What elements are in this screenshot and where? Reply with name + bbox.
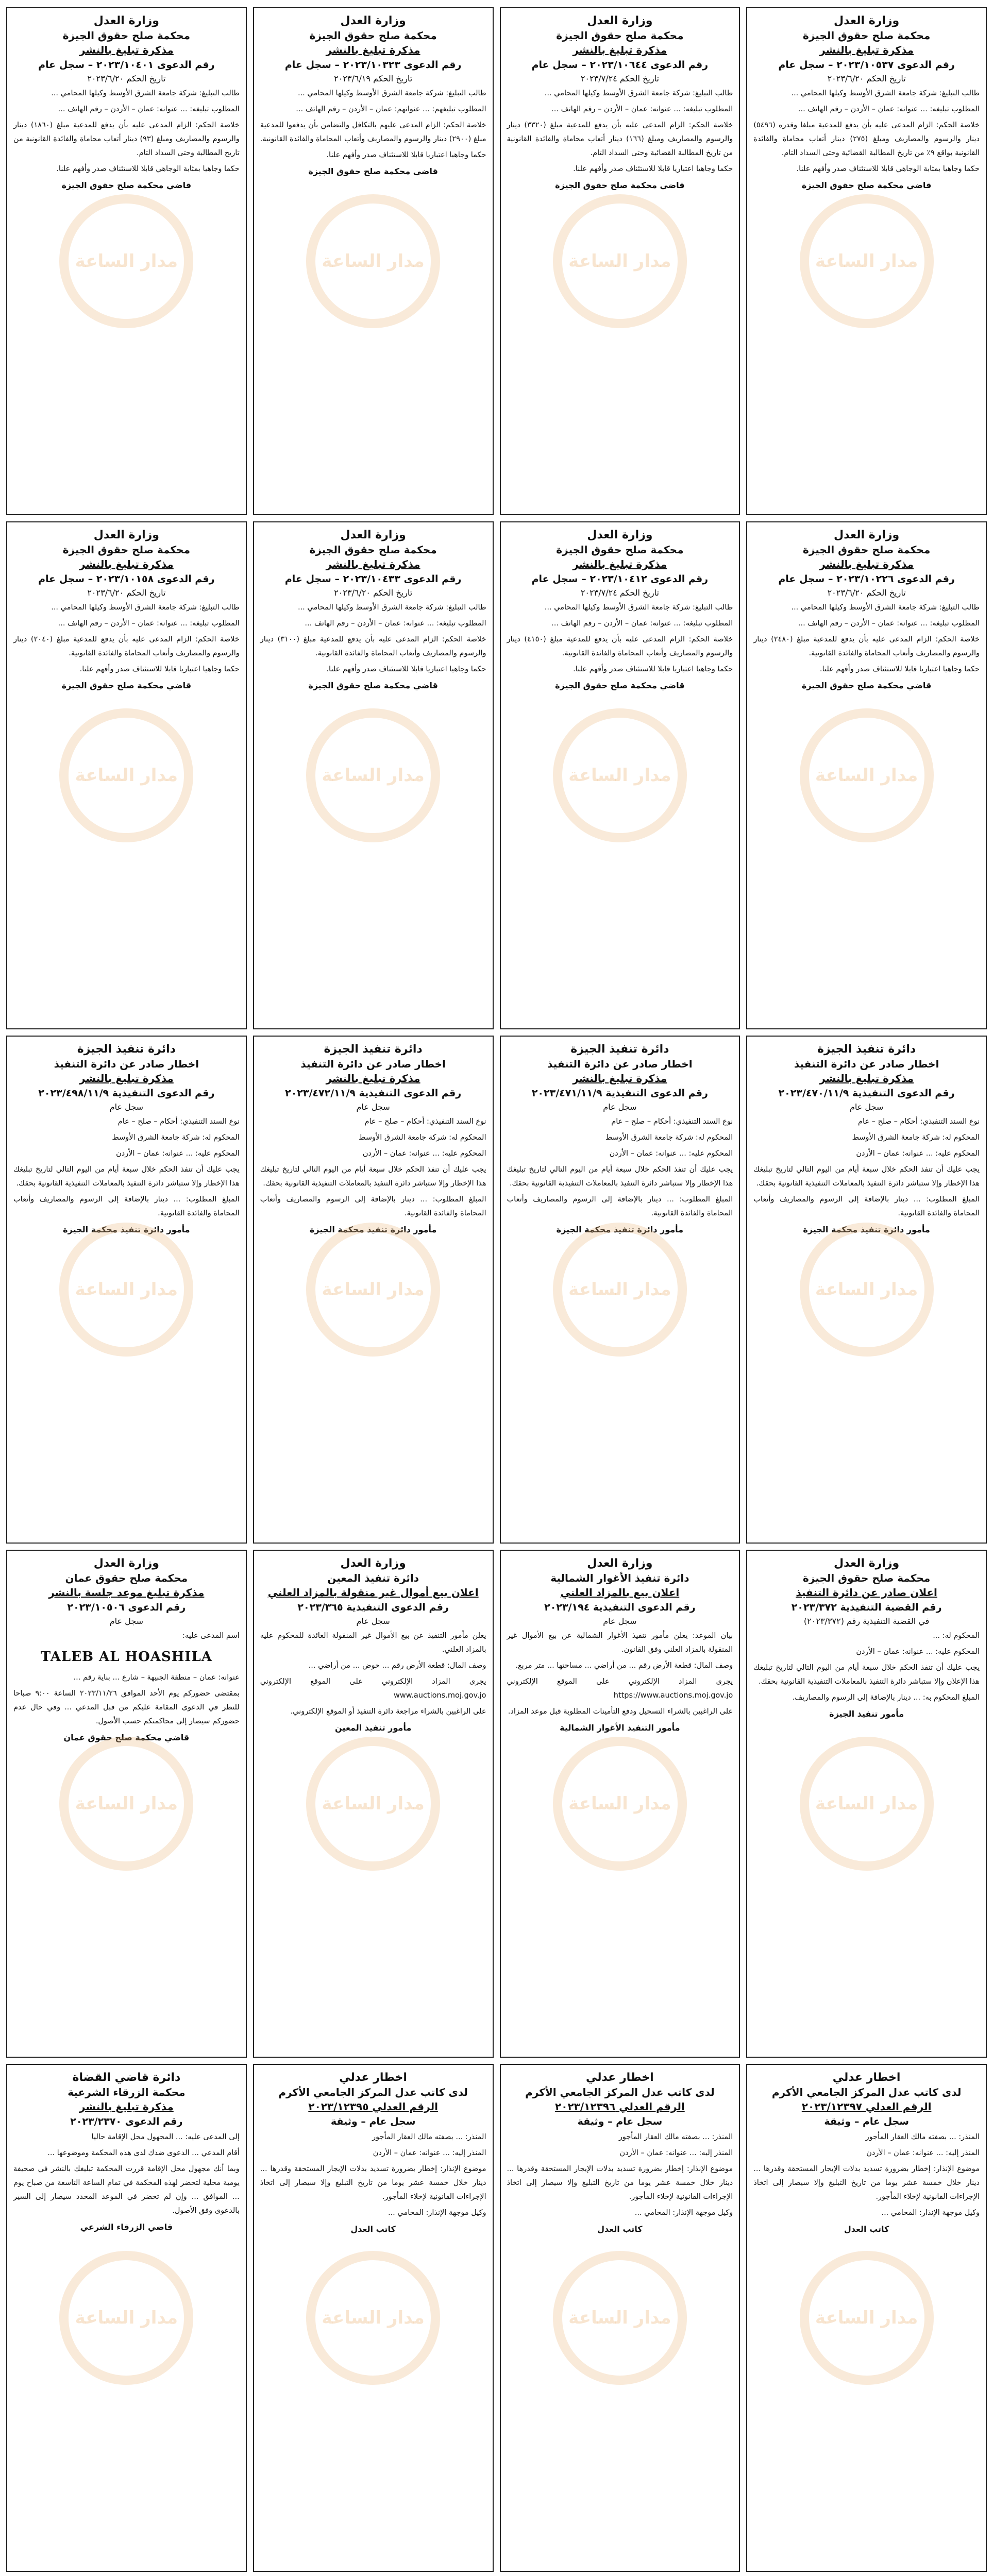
notice-body (13, 601, 240, 676)
notice-paragraph: يجرى المزاد الإلكتروني على الموقع الإلكتروني www.auctions.moj.gov.jo (260, 1677, 486, 1700)
notice-title: مذكرة تبليغ بالنشر (326, 558, 420, 570)
notice-body (753, 601, 980, 676)
notice-paragraph: نوع السند التنفيذي: أحكام – صلح – عام (364, 1117, 486, 1126)
watermark-text: مدار الساعة (815, 1793, 918, 1814)
case-number: رقم الدعوى التنفيذية ٢٠٢٣/٤٧٢/١١/٩ (285, 1088, 462, 1099)
case-number: رقم الدعوى ٢٠٢٣/٢٣٧٠ (70, 2116, 183, 2127)
watermark-text: مدار الساعة (75, 2308, 178, 2328)
notice-paragraph: المحكوم عليه: ... عنوانه: عمان – الأردن (856, 1648, 980, 1656)
notice-paragraph: خلاصة الحكم: الزام المدعى عليه بأن يدفع للمدعية مبلغ (٣١٠٠) دينار والرسوم والمصاريف وأتعاب المحاماة والفائدة القانونية. (260, 635, 486, 657)
notice-paragraph: يجب عليك أن تنفذ الحكم خلال سبعة أيام من اليوم التالي لتاريخ تبليغك هذا الإخطار وإلا ستباشر دائرة التنفيذ بالمعاملات التنفيذية القانونية بحقك. (13, 1165, 240, 1188)
notice-paragraph: وكيل موجهة الإنذار: المحامي ... (388, 2209, 486, 2217)
notice-title: مذكرة تبليغ بالنشر (573, 558, 667, 570)
notice-authority: وزارة العدل (93, 529, 159, 541)
notice-paragraph: طالب التبليغ: شركة جامعة الشرق الأوسط وكيلها المحامي ... (544, 89, 733, 97)
notice-title: مذكرة تبليغ بالنشر (819, 1072, 914, 1084)
legal-notice (253, 1550, 494, 2058)
notice-paragraph: نوع السند التنفيذي: أحكام – صلح – عام (117, 1117, 240, 1126)
notice-court: اخطار صادر عن دائرة التنفيذ (54, 1058, 199, 1070)
notice-court: محكمة صلح حقوق الجيزة (803, 29, 931, 42)
notice-paragraph: المبلغ المطلوب: ... دينار بالإضافة إلى الرسوم والمصاريف وأتعاب المحاماة والفائدة القانونية. (507, 1195, 733, 1217)
watermark-text: مدار الساعة (568, 1279, 671, 1300)
case-number: رقم الدعوى ٢٠٢٣/١٠٤٣٣ – سجل عام (284, 573, 462, 585)
notice-authority: اخطار عدلي (832, 2071, 901, 2084)
notice-body (753, 1629, 980, 1705)
notice-paragraph: المبلغ المطلوب: ... دينار بالإضافة إلى الرسوم والمصاريف وأتعاب المحاماة والفائدة القانونية. (13, 1195, 240, 1217)
notice-signature: قاضي محكمة صلح حقوق الجيزة (308, 166, 438, 176)
notice-paragraph: بمقتضى حضوركم يوم الأحد الموافق ٢٠٢٣/١١/٢٦ الساعة ٩:٠٠ صباحا للنظر في الدعوى المقامة عليكم من قبل المدعي ... وفي حال عدم حضوركم سيصار إلى محاكمتكم حسب الأصول. (13, 1689, 240, 1725)
notice-signature: مأمور التنفيذ الأغوار الشمالية (560, 1723, 680, 1733)
watermark-logo-icon (306, 194, 440, 328)
notice-paragraph: خلاصة الحكم: الزام المدعى عليه بأن يدفع للمدعية مبلغ (٢٠٤٠) دينار والرسوم والمصاريف وأتعاب المحاماة والفائدة القانونية. (13, 635, 240, 657)
notice-body (507, 1629, 733, 1719)
case-date: تاريخ الحكم ٢٠٢٣/٦/٢٠ (827, 588, 906, 598)
notice-paragraph: يعلن مأمور التنفيذ عن بيع الأموال غير المنقولة العائدة للمحكوم عليه بالمزاد العلني. (260, 1632, 486, 1654)
legal-notice (500, 2064, 740, 2572)
notice-title: اعلان بيع أموال غير منقولة بالمزاد العلني (267, 1586, 479, 1599)
notice-paragraph: على الراغبين بالشراء التسجيل ودفع التأمينات المطلوبة قبل موعد المزاد. (508, 1707, 733, 1716)
legal-notice (6, 521, 247, 1029)
watermark-logo-icon (59, 2251, 193, 2385)
notice-paragraph: المحكوم له: ... (933, 1632, 980, 1640)
notice-authority: دائرة تنفيذ الجيزة (77, 1043, 176, 1056)
notice-paragraph: المحكوم له: شركة جامعة الشرق الأوسط (605, 1133, 733, 1142)
case-number: رقم الدعوى ٢٠٢٣/١٠٤٠١ – سجل عام (38, 59, 215, 71)
case-date: سجل عام (109, 1616, 143, 1626)
notice-court: لدى كاتب عدل المركز الجامعي الأكرم (771, 2086, 962, 2098)
case-number: رقم الدعوى ٢٠٢٣/١٠٣٢٣ – سجل عام (284, 59, 462, 71)
notice-paragraph: خلاصة الحكم: الزام المدعى عليه بأن يدفع للمدعية مبلغ (١٨٦٠) دينار والرسوم والمصاريف ومبلغ (٩٣) دينار أتعاب محاماة والفائدة القانونية من تاريخ المطالبة وحتى السداد التام. (13, 121, 240, 157)
notice-paragraph: موضوع الإنذار: إخطار بضرورة تسديد بدلات الإيجار المستحقة وقدرها ... دينار خلال خمسة عشر يوما من تاريخ التبليغ وإلا سيصار إلى اتخاذ الإجراءات القانونية لإخلاء المأجور. (753, 2165, 980, 2201)
defendant-latin-name: TALEB AL HOASHILA (40, 1649, 212, 1665)
notice-title: مذكرة تبليغ بالنشر (326, 44, 420, 56)
notice-body-continued (13, 1671, 240, 1728)
notice-title: الرقم العدلي ٢٠٢٣/١٢٣٩٧ (801, 2100, 932, 2113)
case-date: تاريخ الحكم ٢٠٢٣/٦/٢٠ (87, 74, 166, 83)
notice-paragraph: يجرى المزاد الإلكتروني على الموقع الإلكتروني https://www.auctions.moj.gov.jo (507, 1677, 733, 1700)
notice-authority: دائرة تنفيذ الجيزة (324, 1043, 423, 1056)
notice-paragraph: يجب عليك أن تنفذ الحكم خلال سبعة أيام من اليوم التالي لتاريخ تبليغك هذا الإعلان وإلا ستباشر دائرة التنفيذ بالمعاملات التنفيذية القانونية بحقك. (753, 1664, 980, 1686)
watermark-logo-icon (800, 1223, 934, 1357)
case-number: رقم الدعوى التنفيذية ٢٠٢٣/٤٧٠/١١/٩ (778, 1088, 955, 1099)
watermark-text: مدار الساعة (75, 251, 178, 272)
case-date: تاريخ الحكم ٢٠٢٣/٦/٢٠ (827, 74, 906, 83)
watermark-text: مدار الساعة (322, 765, 425, 786)
notice-paragraph: المطلوب تبليغهم: ... عنوانهم: عمان – الأردن – رقم الهاتف ... (296, 105, 486, 113)
notice-court: محكمة صلح حقوق الجيزة (62, 29, 190, 42)
legal-notice (500, 1550, 740, 2058)
case-number: رقم الدعوى ٢٠٢٣/١٠٥٣٧ – سجل عام (778, 59, 955, 71)
notice-title: مذكرة تبليغ بالنشر (79, 1072, 174, 1084)
watermark-logo-icon (306, 708, 440, 842)
notice-body (507, 1115, 733, 1221)
notice-signature: قاضي محكمة صلح حقوق الجيزة (801, 681, 932, 690)
notice-authority: وزارة العدل (340, 529, 406, 541)
case-number: رقم الدعوى ٢٠٢٣/١٠٤١٢ – سجل عام (531, 573, 709, 585)
notice-title: اعلان بيع بالمزاد العلني (560, 1586, 680, 1599)
watermark-logo-icon (800, 194, 934, 328)
case-date: تاريخ الحكم ٢٠٢٣/٦/٢٠ (87, 588, 166, 598)
notice-authority: وزارة العدل (834, 14, 900, 27)
watermark-logo-icon (59, 708, 193, 842)
notice-paragraph: حكما وجاهيا اعتباريا قابلا للاستئناف صدر وأفهم علنا. (326, 665, 486, 673)
notices-grid (6, 7, 987, 2576)
notice-signature: قاضي محكمة صلح حقوق الجيزة (555, 180, 685, 190)
notice-body (13, 1115, 240, 1221)
notice-paragraph: حكما وجاهيا بمثابة الوجاهي قابلا للاستئناف صدر وأفهم علنا. (56, 165, 240, 173)
watermark-logo-icon (553, 1737, 687, 1871)
case-number: سجل عام – وثيقة (577, 2116, 663, 2127)
notice-paragraph: وكيل موجهة الإنذار: المحامي ... (881, 2209, 980, 2217)
notice-paragraph: وبما أنك مجهول محل الإقامة قررت المحكمة تبليغك بالنشر في صحيفة يومية محلية لتحضر لهذه المحكمة في تمام الساعة التاسعة من صباح يوم ... الموافق ... وإن لم تحضر في الموعد المحدد سيصار إلى السير بالدعوى وفق الأصول. (13, 2165, 240, 2215)
watermark-text: مدار الساعة (568, 2308, 671, 2328)
notice-authority: وزارة العدل (587, 1557, 653, 1570)
case-number: سجل عام – وثيقة (824, 2116, 909, 2127)
notice-paragraph: المحكوم عليه: ... عنوانه: عمان – الأردن (116, 1149, 240, 1158)
notice-paragraph: طالب التبليغ: شركة جامعة الشرق الأوسط وكيلها المحامي ... (297, 603, 486, 612)
case-date: تاريخ الحكم ٢٠٢٣/٧/٢٤ (580, 588, 659, 598)
notice-signature: قاضي الزرقاء الشرعي (80, 2222, 173, 2232)
notice-body (753, 87, 980, 176)
notice-signature: كاتب العدل (844, 2224, 889, 2234)
case-number: رقم الدعوى ٢٠٢٣/١٠٢٢٦ – سجل عام (778, 573, 955, 585)
notice-paragraph: المبلغ المحكوم به: ... دينار بالإضافة إلى الرسوم والمصاريف. (792, 1693, 980, 1702)
notice-title: الرقم العدلي ٢٠٢٣/١٢٣٩٦ (555, 2100, 685, 2113)
notice-paragraph: المحكوم عليه: ... عنوانه: عمان – الأردن (856, 1149, 980, 1158)
watermark-text: مدار الساعة (568, 765, 671, 786)
notice-body (507, 87, 733, 176)
notice-paragraph: حكما وجاهيا اعتباريا قابلا للاستئناف صدر وأفهم علنا. (573, 665, 733, 673)
watermark-text: مدار الساعة (815, 251, 918, 272)
watermark-text: مدار الساعة (568, 251, 671, 272)
watermark-logo-icon (59, 194, 193, 328)
watermark-text: مدار الساعة (75, 1793, 178, 1814)
notice-body (13, 2130, 240, 2218)
watermark-text: مدار الساعة (815, 765, 918, 786)
case-date: سجل عام (109, 1102, 143, 1112)
notice-title: مذكرة تبليغ بالنشر (79, 558, 174, 570)
watermark-logo-icon (306, 1223, 440, 1357)
watermark-text: مدار الساعة (568, 1793, 671, 1814)
notice-authority: وزارة العدل (834, 529, 900, 541)
notice-signature: كاتب العدل (597, 2224, 643, 2234)
notice-authority: وزارة العدل (587, 529, 653, 541)
watermark-text: مدار الساعة (815, 2308, 918, 2328)
legal-notice (253, 2064, 494, 2572)
case-date: سجل عام (603, 1102, 637, 1112)
legal-notice (500, 1036, 740, 1544)
notice-court: اخطار صادر عن دائرة التنفيذ (794, 1058, 939, 1070)
notice-signature: مأمور دائرة تنفيذ محكمة الجيزة (556, 1225, 684, 1234)
notice-paragraph: المحكوم له: شركة جامعة الشرق الأوسط (852, 1133, 980, 1142)
notice-paragraph: المبلغ المطلوب: ... دينار بالإضافة إلى الرسوم والمصاريف وأتعاب المحاماة والفائدة القانونية. (753, 1195, 980, 1217)
notice-signature: مأمور دائرة تنفيذ محكمة الجيزة (803, 1225, 930, 1234)
notice-paragraph: وصف المال: قطعة الأرض رقم ... حوض ... من أراضي ... (308, 1662, 486, 1670)
notice-signature: مأمور تنفيذ المعين (335, 1723, 412, 1733)
notice-paragraph: نوع السند التنفيذي: أحكام – صلح – عام (858, 1117, 980, 1126)
notice-paragraph: طالب التبليغ: شركة جامعة الشرق الأوسط وكيلها المحامي ... (791, 603, 980, 612)
notice-paragraph: وصف المال: قطعة الأرض رقم ... من أراضي ... مساحتها ... متر مربع. (515, 1662, 733, 1670)
notice-paragraph: المطلوب تبليغه: ... عنوانه: عمان – الأردن – رقم الهاتف ... (551, 105, 733, 113)
notice-title: مذكرة تبليغ بالنشر (326, 1072, 420, 1084)
watermark-text: مدار الساعة (75, 765, 178, 786)
notice-authority: دائرة تنفيذ الجيزة (817, 1043, 916, 1056)
legal-notice (746, 7, 987, 515)
notice-court: اخطار صادر عن دائرة التنفيذ (300, 1058, 446, 1070)
notice-paragraph: طالب التبليغ: شركة جامعة الشرق الأوسط وكيلها المحامي ... (297, 89, 486, 97)
notice-paragraph: المنذر: ... بصفته مالك العقار المأجور (865, 2133, 980, 2141)
watermark-text: مدار الساعة (75, 1279, 178, 1300)
legal-notice (500, 7, 740, 515)
notice-title: مذكرة تبليغ بالنشر (79, 44, 174, 56)
notice-body (260, 601, 486, 676)
case-number: رقم الدعوى التنفيذية ٢٠٢٣/١٩٤ (544, 1602, 696, 1613)
notice-paragraph: حكما وجاهيا اعتباريا قابلا للاستئناف صدر وأفهم علنا. (79, 665, 240, 673)
notice-authority: اخطار عدلي (339, 2071, 407, 2084)
notice-paragraph: يجب عليك أن تنفذ الحكم خلال سبعة أيام من اليوم التالي لتاريخ تبليغك هذا الإخطار وإلا ستباشر دائرة التنفيذ بالمعاملات التنفيذية القانونية بحقك. (753, 1165, 980, 1188)
notice-authority: وزارة العدل (93, 1557, 159, 1570)
case-number: رقم الدعوى ٢٠٢٣/١٠٥٠٦ (67, 1602, 186, 1613)
legal-notice (500, 521, 740, 1029)
legal-notice (6, 7, 247, 515)
notice-paragraph: حكما وجاهيا بمثابة الوجاهي قابلا للاستئناف صدر وأفهم علنا. (796, 165, 980, 173)
notice-body (507, 601, 733, 676)
watermark-logo-icon (800, 2251, 934, 2385)
notice-court: محكمة صلح حقوق الجيزة (803, 544, 931, 556)
legal-notice (6, 2064, 247, 2572)
watermark-logo-icon (553, 194, 687, 328)
watermark-logo-icon (553, 2251, 687, 2385)
notice-body (260, 1115, 486, 1221)
watermark-text: مدار الساعة (322, 2308, 425, 2328)
case-date: سجل عام (356, 1102, 390, 1112)
notice-signature: قاضي محكمة صلح حقوق عمان (63, 1733, 190, 1742)
case-number: سجل عام – وثيقة (330, 2116, 416, 2127)
watermark-logo-icon (800, 1737, 934, 1871)
notice-court: محكمة صلح حقوق الجيزة (309, 544, 437, 556)
legal-notice (746, 2064, 987, 2572)
notice-title: مذكرة تبليغ بالنشر (573, 1072, 667, 1084)
notice-paragraph: حكما وجاهيا اعتباريا قابلا للاستئناف صدر وأفهم علنا. (326, 151, 486, 159)
legal-notice (746, 1036, 987, 1544)
notice-authority: وزارة العدل (587, 14, 653, 27)
notice-body (260, 87, 486, 162)
watermark-text: مدار الساعة (815, 1279, 918, 1300)
notice-signature: مأمور دائرة تنفيذ محكمة الجيزة (63, 1225, 190, 1234)
notice-signature: كاتب العدل (350, 2224, 396, 2234)
case-date: سجل عام (356, 1616, 390, 1626)
notice-paragraph: اسم المدعى عليه: (182, 1632, 240, 1640)
case-number: رقم الدعوى التنفيذية ٢٠٢٣/٣٦٥ (297, 1602, 449, 1613)
legal-notice (6, 1036, 247, 1544)
legal-notice (746, 521, 987, 1029)
legal-notice (253, 7, 494, 515)
notice-paragraph: وكيل موجهة الإنذار: المحامي ... (634, 2209, 733, 2217)
notice-authority: وزارة العدل (834, 1557, 900, 1570)
notice-title: الرقم العدلي ٢٠٢٣/١٢٣٩٥ (308, 2100, 438, 2113)
watermark-logo-icon (800, 708, 934, 842)
notice-court: محكمة صلح حقوق الجيزة (803, 1572, 931, 1584)
notice-paragraph: المنذر إليه: ... عنوانه: عمان – الأردن (619, 2149, 733, 2157)
case-number: رقم القضية التنفيذية ٢٠٢٣/٣٧٢ (791, 1602, 942, 1613)
legal-notice (253, 1036, 494, 1544)
notice-authority: وزارة العدل (93, 14, 159, 27)
case-number: رقم الدعوى التنفيذية ٢٠٢٣/٤٩٨/١١/٩ (38, 1088, 215, 1099)
notice-paragraph: طالب التبليغ: شركة جامعة الشرق الأوسط وكيلها المحامي ... (51, 603, 240, 612)
watermark-logo-icon (306, 2251, 440, 2385)
notice-paragraph: المطلوب تبليغه: ... عنوانه: عمان – الأردن – رقم الهاتف ... (58, 105, 240, 113)
notice-paragraph: المحكوم عليه: ... عنوانه: عمان – الأردن (609, 1149, 733, 1158)
notice-court: لدى كاتب عدل المركز الجامعي الأكرم (278, 2086, 468, 2098)
notice-signature: مأمور دائرة تنفيذ محكمة الجيزة (309, 1225, 437, 1234)
notice-paragraph: خلاصة الحكم: الزام المدعى عليهم بالتكافل والتضامن بأن يدفعوا للمدعية مبلغ (٢٩٠٠) دينار والرسوم والمصاريف وأتعاب المحاماة والفائدة القانونية. (260, 121, 486, 143)
notice-paragraph: طالب التبليغ: شركة جامعة الشرق الأوسط وكيلها المحامي ... (544, 603, 733, 612)
notice-paragraph: طالب التبليغ: شركة جامعة الشرق الأوسط وكيلها المحامي ... (51, 89, 240, 97)
case-date: سجل عام (603, 1616, 637, 1626)
notice-signature: مأمور تنفيذ الجيزة (829, 1709, 904, 1719)
notice-body (260, 2130, 486, 2220)
case-date: تاريخ الحكم ٢٠٢٣/٦/٢٠ (334, 588, 413, 598)
notice-paragraph: المنذر إليه: ... عنوانه: عمان – الأردن (866, 2149, 980, 2157)
notice-body (753, 1115, 980, 1221)
notice-paragraph: المطلوب تبليغه: ... عنوانه: عمان – الأردن – رقم الهاتف ... (798, 619, 980, 628)
legal-notice (253, 521, 494, 1029)
legal-notice (746, 1550, 987, 2058)
watermark-logo-icon (59, 1223, 193, 1357)
notice-paragraph: بيان الموعد: يعلن مأمور تنفيذ الأغوار الشمالية عن بيع الأموال غير المنقولة بالمزاد العلني وفق القانون. (507, 1632, 733, 1654)
notice-authority: اخطار عدلي (586, 2071, 654, 2084)
notice-paragraph: المطلوب تبليغه: ... عنوانه: عمان – الأردن – رقم الهاتف ... (58, 619, 240, 628)
case-date: تاريخ الحكم ٢٠٢٣/٧/٢٤ (580, 74, 659, 83)
notice-paragraph: المطلوب تبليغه: ... عنوانه: عمان – الأردن – رقم الهاتف ... (551, 619, 733, 628)
notice-paragraph: المنذر: ... بصفته مالك العقار المأجور (372, 2133, 486, 2141)
notice-court: محكمة صلح حقوق الجيزة (556, 544, 684, 556)
notice-signature: قاضي محكمة صلح حقوق الجيزة (555, 681, 685, 690)
case-number: رقم الدعوى التنفيذية ٢٠٢٣/٤٧١/١١/٩ (531, 1088, 708, 1099)
notice-title: مذكرة تبليغ بالنشر (819, 558, 914, 570)
watermark-text: مدار الساعة (322, 1793, 425, 1814)
case-date: في القضية التنفيذية رقم (٢٠٢٣/٣٧٢) (803, 1616, 930, 1626)
notice-title: مذكرة تبليغ بالنشر (79, 2100, 174, 2113)
notice-title: مذكرة تبليغ بالنشر (819, 44, 914, 56)
notice-court: محكمة صلح حقوق عمان (65, 1572, 188, 1584)
notice-title: اعلان صادر عن دائرة التنفيذ (796, 1586, 937, 1599)
notice-paragraph: إلى المدعى عليه: ... المجهول محل الإقامة حاليا (91, 2133, 240, 2141)
notice-signature: قاضي محكمة صلح حقوق الجيزة (61, 180, 192, 190)
notice-authority: دائرة قاضي القضاة (72, 2071, 181, 2084)
notice-authority: دائرة تنفيذ الجيزة (570, 1043, 669, 1056)
notice-paragraph: خلاصة الحكم: الزام المدعى عليه بأن يدفع للمدعية مبلغا وقدره (٥٤٩٦) دينار والرسوم والمصاريف ومبلغ (٢٧٥) دينار أتعاب محاماة والفائدة القانونية بواقع ٩٪ من تاريخ المطالبة القضائية وحتى السداد التام. (753, 121, 980, 157)
notice-body (13, 87, 240, 176)
notice-court: محكمة الزرقاء الشرعية (68, 2086, 186, 2098)
notice-title: مذكرة تبليغ بالنشر (573, 44, 667, 56)
notice-body (260, 1629, 486, 1719)
case-number: رقم الدعوى ٢٠٢٣/١٠٦٤٤ – سجل عام (531, 59, 709, 71)
notice-court: لدى كاتب عدل المركز الجامعي الأكرم (525, 2086, 715, 2098)
watermark-text: مدار الساعة (322, 251, 425, 272)
notice-paragraph: المطلوب تبليغه: ... عنوانه: عمان – الأردن – رقم الهاتف ... (305, 619, 486, 628)
notice-court: محكمة صلح حقوق الجيزة (309, 29, 437, 42)
case-date: تاريخ الحكم ٢٠٢٣/٦/١٩ (334, 74, 413, 83)
notice-paragraph: المحكوم له: شركة جامعة الشرق الأوسط (112, 1133, 240, 1142)
notice-paragraph: المنذر إليه: ... عنوانه: عمان – الأردن (373, 2149, 486, 2157)
case-date: سجل عام (849, 1102, 884, 1112)
notice-paragraph: أقام المدعي ... الدعوى ضدك لدى هذه المحكمة وموضوعها ... (47, 2149, 240, 2157)
notice-authority: وزارة العدل (340, 1557, 406, 1570)
watermark-logo-icon (306, 1737, 440, 1871)
notice-paragraph: خلاصة الحكم: الزام المدعى عليه بأن يدفع للمدعية مبلغ (٢٤٨٠) دينار والرسوم والمصاريف وأتعاب المحاماة والفائدة القانونية. (753, 635, 980, 657)
notice-signature: قاضي محكمة صلح حقوق الجيزة (308, 681, 438, 690)
notice-paragraph: موضوع الإنذار: إخطار بضرورة تسديد بدلات الإيجار المستحقة وقدرها ... دينار خلال خمسة عشر يوما من تاريخ التبليغ وإلا سيصار إلى اتخاذ الإجراءات القانونية لإخلاء المأجور. (260, 2165, 486, 2201)
notice-paragraph: يجب عليك أن تنفذ الحكم خلال سبعة أيام من اليوم التالي لتاريخ تبليغك هذا الإخطار وإلا ستباشر دائرة التنفيذ بالمعاملات التنفيذية القانونية بحقك. (260, 1165, 486, 1188)
notice-paragraph: طالب التبليغ: شركة جامعة الشرق الأوسط وكيلها المحامي ... (791, 89, 980, 97)
watermark-logo-icon (553, 708, 687, 842)
legal-notice (6, 1550, 247, 2058)
notice-paragraph: حكما وجاهيا اعتباريا قابلا للاستئناف صدر وأفهم علنا. (819, 665, 980, 673)
notice-paragraph: المنذر: ... بصفته مالك العقار المأجور (618, 2133, 733, 2141)
notice-court: محكمة صلح حقوق الجيزة (556, 29, 684, 42)
watermark-logo-icon (553, 1223, 687, 1357)
notice-court: دائرة تنفيذ المعين (327, 1572, 419, 1584)
notice-paragraph: يجب عليك أن تنفذ الحكم خلال سبعة أيام من اليوم التالي لتاريخ تبليغك هذا الإخطار وإلا ستباشر دائرة التنفيذ بالمعاملات التنفيذية القانونية بحقك. (507, 1165, 733, 1188)
notice-paragraph: عنوانه: عمان – منطقة الجبيهة – شارع ... بناية رقم ... (73, 1673, 240, 1682)
notice-paragraph: نوع السند التنفيذي: أحكام – صلح – عام (611, 1117, 733, 1126)
notice-court: محكمة صلح حقوق الجيزة (62, 544, 190, 556)
notice-paragraph: المحكوم له: شركة جامعة الشرق الأوسط (359, 1133, 486, 1142)
watermark-text: مدار الساعة (322, 1279, 425, 1300)
notice-paragraph: المطلوب تبليغه: ... عنوانه: عمان – الأردن – رقم الهاتف ... (798, 105, 980, 113)
notice-court: دائرة تنفيذ الأغوار الشمالية (550, 1572, 689, 1584)
watermark-logo-icon (59, 1737, 193, 1871)
notice-paragraph: خلاصة الحكم: الزام المدعى عليه بأن يدفع للمدعية مبلغ (٣٣٢٠) دينار والرسوم والمصاريف ومبلغ (١٦٦) دينار أتعاب محاماة والفائدة القانونية من تاريخ المطالبة القضائية وحتى السداد التام. (507, 121, 733, 157)
notice-signature: قاضي محكمة صلح حقوق الجيزة (61, 681, 192, 690)
notice-title: مذكرة تبليغ موعد جلسة بالنشر (48, 1586, 205, 1599)
notice-paragraph: على الراغبين بالشراء مراجعة دائرة التنفيذ أو الموقع الإلكتروني. (290, 1707, 486, 1716)
notice-paragraph: المبلغ المطلوب: ... دينار بالإضافة إلى الرسوم والمصاريف وأتعاب المحاماة والفائدة القانونية. (260, 1195, 486, 1217)
notice-paragraph: المحكوم عليه: ... عنوانه: عمان – الأردن (362, 1149, 486, 1158)
notice-paragraph: خلاصة الحكم: الزام المدعى عليه بأن يدفع للمدعية مبلغ (٤١٥٠) دينار والرسوم والمصاريف وأتعاب المحاماة والفائدة القانونية. (507, 635, 733, 657)
notice-authority: وزارة العدل (340, 14, 406, 27)
notice-body (753, 2130, 980, 2220)
notice-court: اخطار صادر عن دائرة التنفيذ (547, 1058, 693, 1070)
notice-body (507, 2130, 733, 2220)
notice-signature: قاضي محكمة صلح حقوق الجيزة (801, 180, 932, 190)
case-number: رقم الدعوى ٢٠٢٣/١٠١٥٨ – سجل عام (38, 573, 215, 585)
notice-paragraph: موضوع الإنذار: إخطار بضرورة تسديد بدلات الإيجار المستحقة وقدرها ... دينار خلال خمسة عشر يوما من تاريخ التبليغ وإلا سيصار إلى اتخاذ الإجراءات القانونية لإخلاء المأجور. (507, 2165, 733, 2201)
notice-body (13, 1629, 240, 1643)
notice-paragraph: حكما وجاهيا اعتباريا قابلا للاستئناف صدر وأفهم علنا. (573, 165, 733, 173)
